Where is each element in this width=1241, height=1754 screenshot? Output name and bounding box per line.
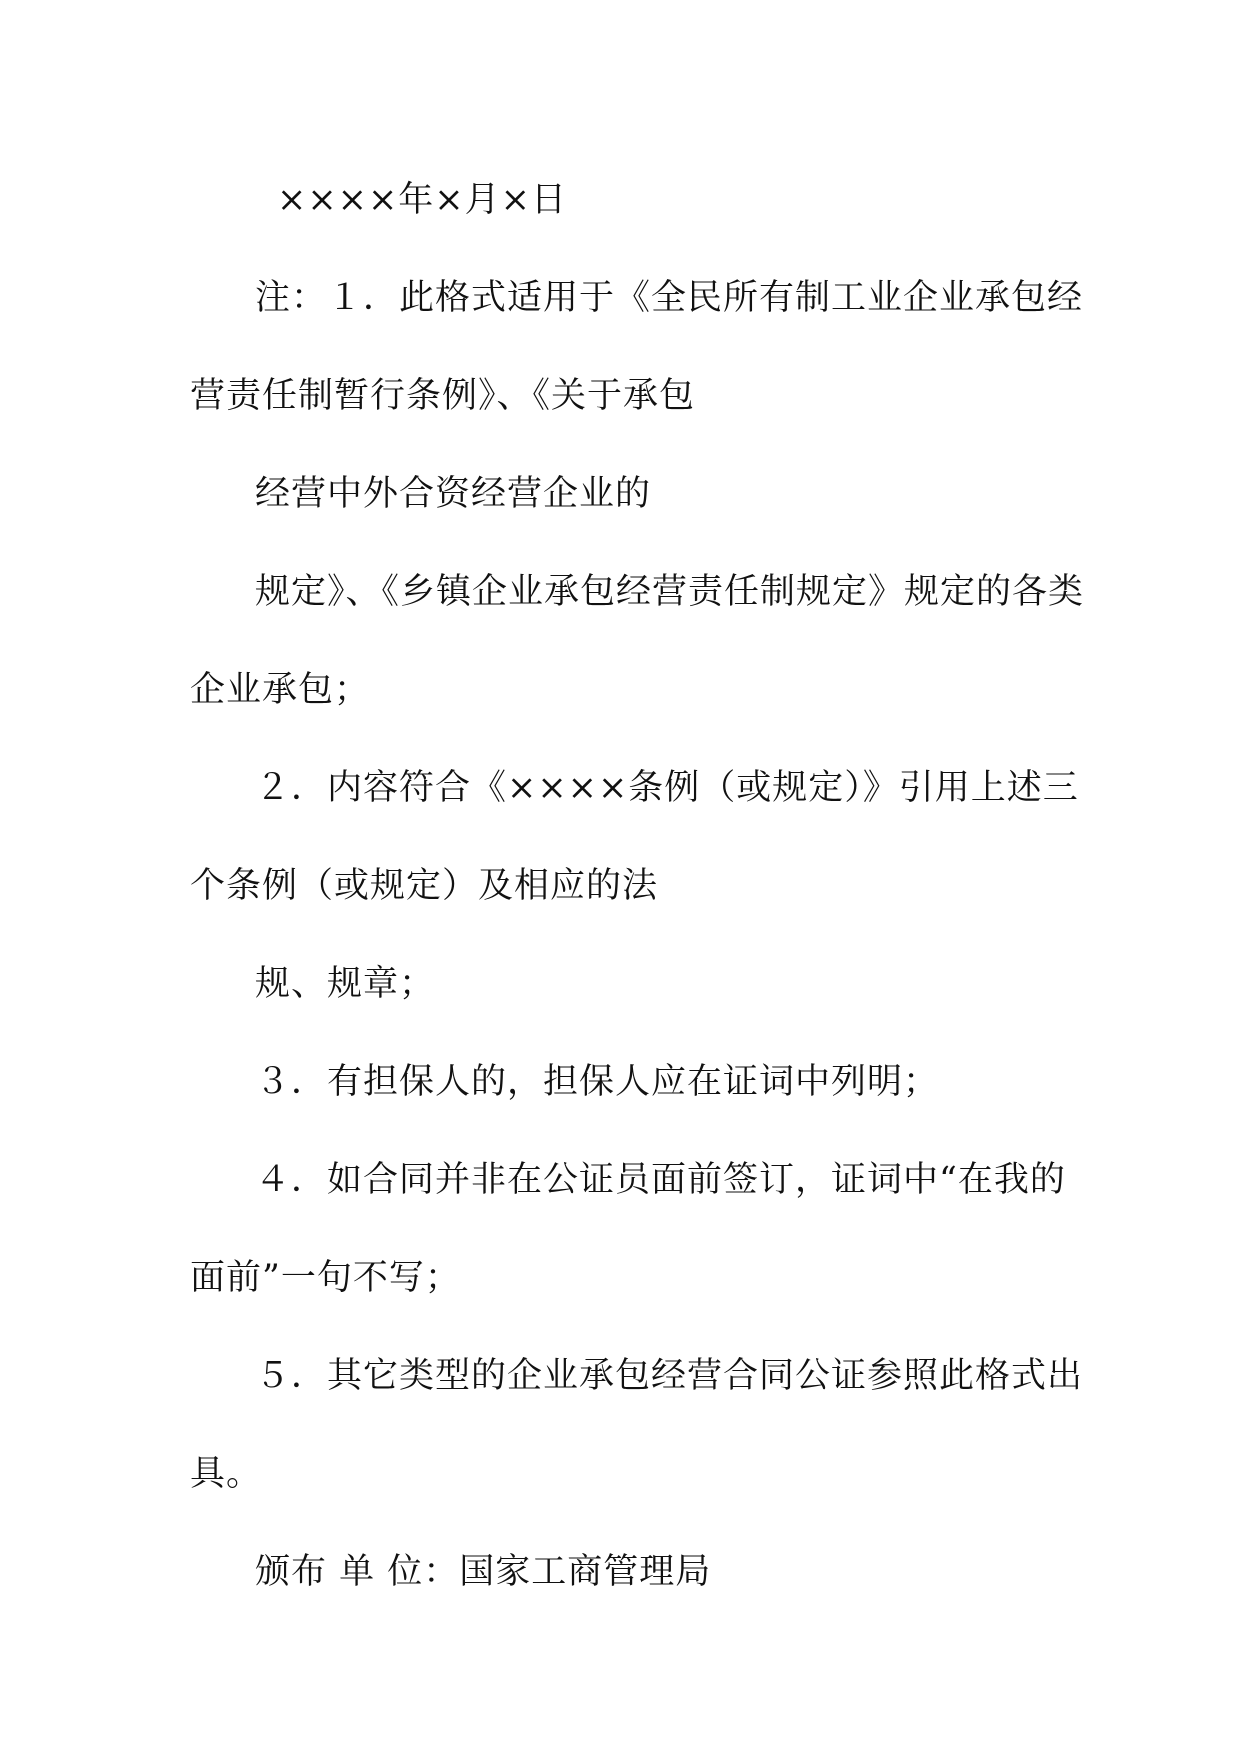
note-1-line-4: 规定》、《乡镇企业承包经营责任制规定》规定的各类 <box>255 572 1085 612</box>
note-2-line-3: 规、规章； <box>255 964 436 1004</box>
date-line: ××××年×月×日 <box>277 180 567 220</box>
note-2-line-2: 个条例（或规定）及相应的法 <box>190 866 659 906</box>
note-1-line-5: 企业承包； <box>190 670 371 710</box>
note-5-line-2: 具。 <box>190 1454 263 1494</box>
note-1-line-3: 经营中外合资经营企业的 <box>255 474 652 514</box>
issuing-authority: 颁布 单 位：国家工商管理局 <box>255 1552 712 1592</box>
note-1-line-2: 营责任制暂行条例》、《关于承包 <box>190 376 696 416</box>
note-1-line-1: 注：１．此格式适用于《全民所有制工业企业承包经 <box>255 278 1084 318</box>
note-5-line-1: ５．其它类型的企业承包经营合同公证参照此格式出 <box>255 1356 1084 1396</box>
note-3-line: ３．有担保人的，担保人应在证词中列明； <box>255 1062 940 1102</box>
note-4-line-1: ４．如合同并非在公证员面前签订，证词中“在我的 <box>255 1160 1066 1200</box>
note-2-line-1: ２．内容符合《××××条例（或规定）》引用上述三 <box>255 768 1079 808</box>
note-4-line-2: 面前”一句不写； <box>190 1258 461 1298</box>
